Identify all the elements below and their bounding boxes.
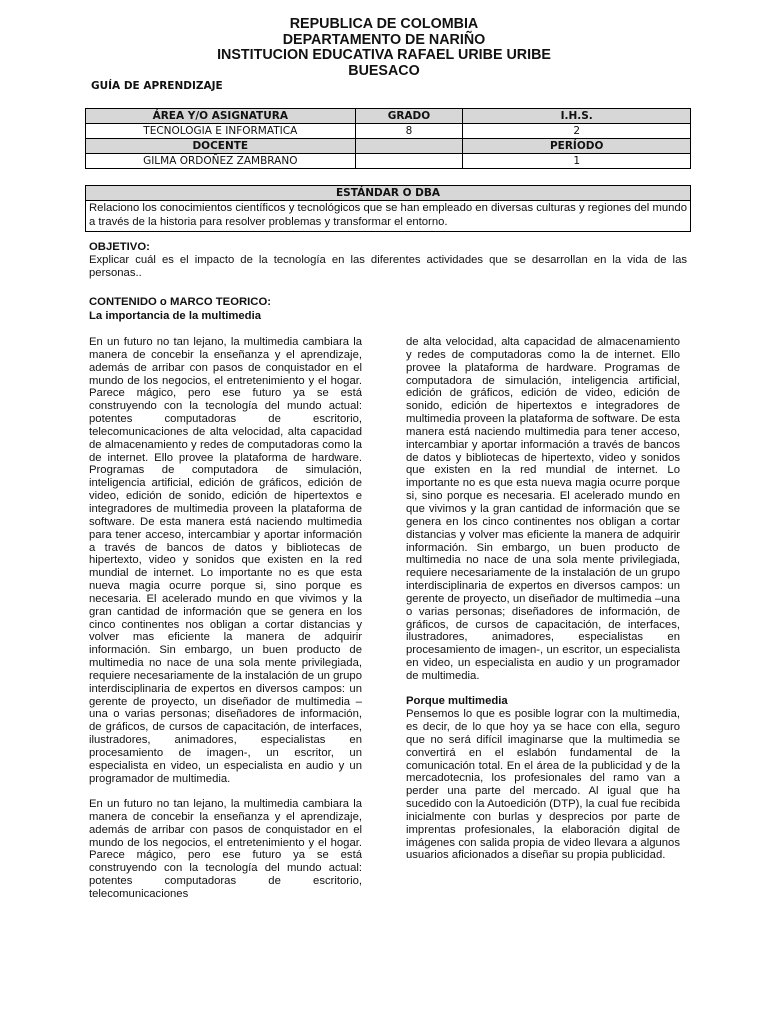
- paragraph: En un futuro no tan lejano, la multimedia cambiara la manera de concebir la enseñanza y el aprendizaje, además de arribar con pasos de conquistador en el mundo de los negocios, el entretenimiento y el hogar. Parece mágico, pero ese futuro ya se está construyendo con la tecnología del mundo actual: potentes computadoras de escritorio, telecomunicaciones: [89, 798, 362, 900]
- teacher-header-row: [86, 139, 691, 154]
- content-title: La importancia de la multimedia: [89, 309, 262, 322]
- info-value-row: [86, 124, 691, 139]
- grado-header: GRADO: [355, 109, 463, 124]
- grado-value: 8: [355, 124, 463, 139]
- objective-section: [89, 241, 687, 280]
- empty-value-cell: [355, 154, 463, 169]
- info-table: [85, 108, 691, 169]
- standard-table: [85, 185, 691, 232]
- text-column-right: [406, 336, 680, 875]
- area-header: ÁREA Y/O ASIGNATURA: [86, 109, 356, 124]
- paragraph: de alta velocidad, alta capacidad de almacenamiento y redes de computadoras como la de internet. Ello provee la plataforma de hardware. Programas de computadora de simulación, inteligencia artificial, edición de gráficos, edición de video, edición de sonido, edición de hipertextos e integradores de multimedia proveen la plataforma de software. De esta manera está naciendo multimedia para tener acceso, intercambiar y aportar información a través de bancos de datos y bibliotecas de hipertexto, video y sonidos que existen en la red mundial de internet. Lo importante no es que esta nueva magia ocurre porque si, sino porque es necesaria. El acelerado mundo en que vivimos y la gran cantidad de información que se genera en los cinco continentes nos obligan a cortar distancias y volver mas eficiente la manera de adquirir información. Sin embargo, un buen producto de multimedia no nace de una sola mente privilegiada, requiere necesariamente de la instalación de un grupo interdisciplinaria de expertos en diversos campos: un gerente de proyecto, un diseñador de multimedia –una o varias personas; diseñadores de información, de gráficos, de cursos de capacitación, de interfaces, ilustradores, animadores, especialistas en procesamiento de imagen-, un escritor, un especialista en video, un especialista en audio y un programador de multimedia.: [406, 336, 680, 682]
- header-department: DEPARTAMENTO DE NARIÑO: [282, 31, 486, 48]
- ihs-header: I.H.S.: [463, 109, 691, 124]
- standard-text: Relaciono los conocimientos científicos y tecnológicos que se han empleado en diversas culturas y regiones del mundo a través de la historia para resolver problemas y transformar el entorno.: [86, 201, 691, 232]
- periodo-value: 1: [463, 154, 691, 169]
- content-heading: [89, 296, 687, 323]
- paragraph: Pensemos lo que es posible lograr con la multimedia, es decir, de lo que hoy ya se hace con ella, seguro que no será difícil imaginarse que la multimedia se convertirá en el eslabón fundamental de la comunicación total. En el área de la publicidad y de la mercadotecnia, los profesionales del ramo van a perder una parte del mercado. Al igual que ha sucedido con la Autoedición (DTP), la cual fue recibida inicialmente con burlas y desprecios por parte de imprentas profesionales, la elaboración digital de imágenes con salida propia de video llevara a algunos usuarios aficionados a diseñar su propia publicidad.: [406, 708, 680, 862]
- guide-title: GUÍA DE APRENDIZAJE: [91, 80, 223, 92]
- content-label: CONTENIDO o MARCO TEORICO:: [89, 296, 271, 308]
- objective-label: OBJETIVO:: [89, 241, 150, 253]
- section-subtitle: Porque multimedia: [406, 695, 508, 708]
- ihs-value: 2: [463, 124, 691, 139]
- objective-text: Explicar cuál es el impacto de la tecnología en las diferentes actividades que se desarrollan en la vida de las personas..: [89, 254, 687, 279]
- header-country: REPUBLICA DE COLOMBIA: [289, 16, 479, 32]
- standard-title: ESTÁNDAR O DBA: [86, 186, 691, 201]
- docente-value: GILMA ORDOÑEZ ZAMBRANO: [86, 154, 356, 169]
- info-header-row: [86, 109, 691, 124]
- teacher-value-row: [86, 154, 691, 169]
- header-town: BUESACO: [348, 62, 420, 79]
- document-header: [0, 17, 768, 79]
- periodo-header: PERÍODO: [463, 139, 691, 154]
- paragraph: En un futuro no tan lejano, la multimedia cambiara la manera de concebir la enseñanza y el aprendizaje, además de arribar con pasos de conquistador en el mundo de los negocios, el entretenimiento y el hogar. Parece mágico, pero ese futuro ya se está construyendo con la tecnología del mundo actual: potentes computadoras de escritorio, telecomunicaciones de alta velocidad, alta capacidad de almacenamiento y redes de computadoras como la de internet. Ello provee la plataforma de hardware. Programas de computadora de simulación, inteligencia artificial, edición de gráficos, edición de video, edición de sonido, edición de hipertextos e integradores de multimedia proveen la plataforma de software. De esta manera está naciendo multimedia para tener acceso, intercambiar y aportar información a través de bancos de datos y bibliotecas de hipertexto, video y sonidos que existen en la red mundial de internet. Lo importante no es que esta nueva magia ocurre porque si, sino porque es necesaria. El acelerado mundo en que vivimos y la gran cantidad de información que se genera en los cinco continentes nos obligan a cortar distancias y volver mas eficiente la manera de adquirir información. Sin embargo, un buen producto de multimedia no nace de una sola mente privilegiada, requiere necesariamente de la instalación de un grupo interdisciplinaria de expertos en diversos campos: un gerente de proyecto, un diseñador de multimedia –una o varias personas; diseñadores de información, de gráficos, de cursos de capacitación, de interfaces, ilustradores, animadores, especialistas en procesamiento de imagen-, un escritor, un especialista en video, un especialista en audio y un programador de multimedia.: [89, 336, 362, 785]
- text-column-left: [89, 336, 362, 913]
- area-value: TECNOLOGIA E INFORMATICA: [86, 124, 356, 139]
- docente-header: DOCENTE: [86, 139, 356, 154]
- header-institution: INSTITUCION EDUCATIVA RAFAEL URIBE URIBE: [217, 47, 551, 63]
- empty-header-cell: [355, 139, 463, 154]
